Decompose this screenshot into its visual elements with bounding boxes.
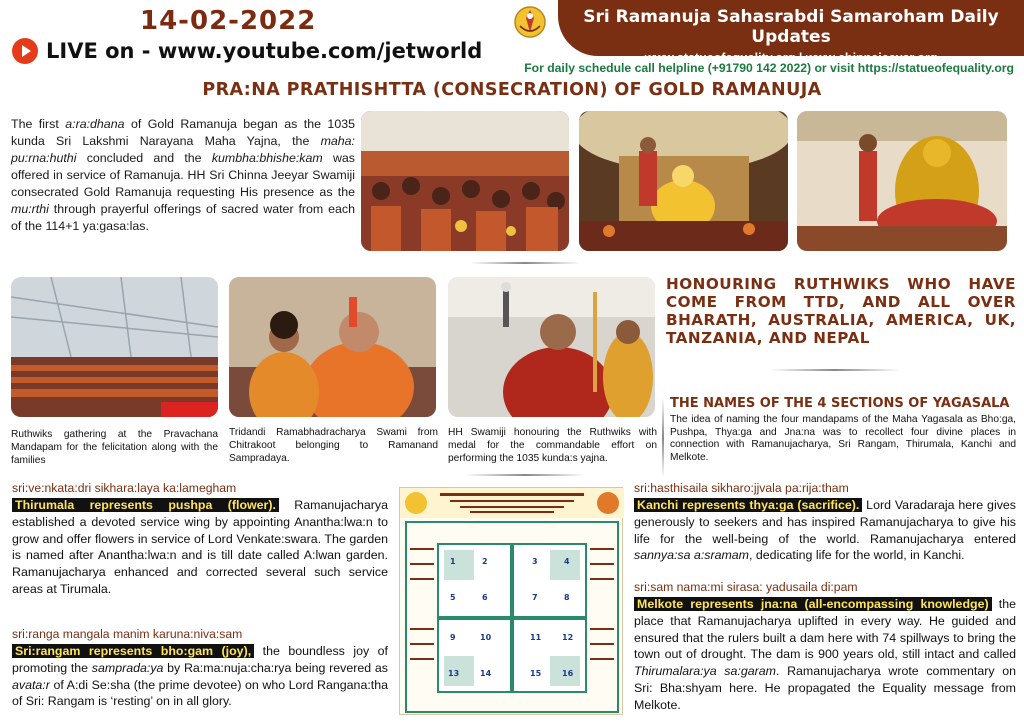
intro-paragraph: [11, 116, 355, 235]
schedule-cell-13: 13: [448, 669, 460, 678]
schedule-cell-6: 6: [482, 593, 488, 602]
schedule-cell-5: 5: [450, 593, 456, 602]
sections-title: THE NAMES OF THE 4 SECTIONS OF YAGASALA: [670, 396, 1010, 411]
photo-ramabhadracharya: [229, 277, 436, 417]
banner-title: Sri Ramanuja Sahasrabdi Samaroham Daily Updates: [583, 7, 999, 47]
emblem-icon: [512, 4, 548, 38]
schedule-cell-3: 3: [532, 557, 538, 566]
youtube-play-icon[interactable]: [12, 38, 38, 64]
schedule-cell-1: 1: [450, 557, 456, 566]
schedule-grid-graphic: [400, 488, 624, 716]
intro-em-4: mu:rthi: [11, 202, 49, 216]
verse-melkote: sri:sam nama:mi sirasa: yadusaila di:pam: [634, 580, 858, 594]
sections-body: The idea of naming the four mandapams of the Maha Yagasala as Bho:ga, Pushpa, Thya:ga and Jna:na was to recollect four divine places in connection with Ramanujacharya, Sri Rangam, Thirumala, Kanchi and Melkote.: [670, 414, 1016, 463]
schedule-cell-2: 2: [482, 557, 488, 566]
melkote-text-2: . Ramanujacharya wrote commentary on Sri: Bha:shyam here. He propagated the Equality message from Melkote.: [634, 664, 1016, 712]
schedule-cell-8: 8: [564, 593, 570, 602]
schedule-cell-15: 15: [530, 669, 542, 678]
schedule-cell-11: 11: [530, 633, 542, 642]
para-thirumala: [12, 497, 388, 598]
divider-top: [470, 262, 580, 264]
caption-swamiji: HH Swamiji honouring the Ruthwiks with medal for the commandable effort on performing the 1035 kunda:s yajna.: [448, 427, 657, 464]
photo-pravachana-mandapam: [11, 277, 218, 417]
verse-thirumala: sri:ve:nkata:dri sikhara:laya ka:lamegham: [12, 481, 237, 495]
yagasala-schedule-chart: [399, 487, 623, 715]
schedule-cell-9: 9: [450, 633, 456, 642]
intro-text-1: The first: [11, 117, 66, 131]
schedule-cell-16: 16: [562, 669, 574, 678]
helpline-text: For daily schedule call helpline (+91790 142 2022) or visit https://statueofequality.org: [524, 61, 1014, 75]
intro-text-5: through prayerful offerings of sacred water from each of the 114+1 ya:gasa:las.: [11, 202, 355, 233]
highlight-thirumala: Thirumala represents pushpa (flower).: [12, 498, 279, 512]
intro-em-1: a:ra:dhana: [65, 117, 125, 131]
highlight-kanchi: Kanchi represents thya:ga (sacrifice).: [634, 498, 862, 512]
photo-consecration-ritual: [579, 111, 788, 251]
photo-gold-ramanuja: [797, 111, 1007, 251]
divider-right: [770, 369, 900, 371]
srirangam-text-1: the boundless joy of promoting the: [12, 644, 388, 675]
update-date: 14-02-2022: [140, 6, 317, 36]
schedule-cell-14: 14: [480, 669, 492, 678]
para-srirangam: [12, 643, 388, 710]
banner-urls[interactable]: www.statueofequality.org | www.chinnajeeyar.org: [644, 51, 938, 65]
live-row[interactable]: [12, 38, 482, 64]
divider-vertical: [662, 398, 664, 478]
srirangam-text-2: by Ra:ma:nuja:cha:rya being revered as: [163, 660, 388, 675]
srirangam-text-3: of A:di Se:sha (the prime devotee) on who Lord Rangana:tha of Sri: Rangam is ‘resting’ on in all glory.: [12, 677, 388, 709]
caption-ruthwiks: Ruthwiks gathering at the Pravachana Mandapam for the felicitation along with the families: [11, 429, 218, 466]
header-banner: [558, 0, 1024, 65]
highlight-srirangam: Sri:rangam represents bho:gam (joy),: [12, 644, 254, 658]
kanchi-em-1: sannya:sa a:sramam: [634, 548, 750, 563]
photo-swamiji-honouring: [448, 277, 655, 417]
melkote-text-1: the place that Ramanujacharya uplifted in every way. He guided and ensured that the rulers built a dam here with 74 spillways to bring the town out of drought. The dam is 900 years old, still intact and called: [634, 597, 1017, 662]
honouring-title: HONOURING RUTHWIKS WHO HAVE COME FROM TTD, AND ALL OVER BHARATH, AUSTRALIA, AMERICA, UK, TANZANIA, AND NEPAL: [666, 275, 1016, 347]
divider-middle: [465, 474, 585, 476]
caption-ramabhadracharya: Tridandi Ramabhadracharya Swami from Chitrakoot belonging to Ramanand Sampradaya.: [229, 427, 438, 464]
srirangam-em-1: samprada:ya: [91, 660, 164, 675]
intro-text-2: of Gold Ramanuja began as the 1035 kunda Sri Lakshmi Narayana Maha Yajna, the: [11, 117, 355, 148]
photo-devotees-yajna: [361, 111, 569, 251]
srirangam-em-2: avata:r: [12, 677, 50, 692]
intro-em-2: maha: pu:rna:huthi: [11, 134, 355, 165]
highlight-melkote: Melkote represents jna:na (all-encompassing knowledge): [634, 597, 992, 611]
melkote-em-1: Thirumalara:ya sa:garam: [634, 664, 776, 679]
kanchi-text-2: , dedicating life for the world, in Kanchi.: [749, 548, 965, 563]
verse-srirangam: sri:ranga mangala manim karuna:niva:sam: [12, 627, 243, 641]
intro-text-4: was offered in service of Ramanuja. HH Sri Chinna Jeeyar Swamiji consecrated Gold Ramanuja requesting His presence as the: [11, 151, 355, 199]
schedule-cell-4: 4: [564, 557, 570, 566]
verse-kanchi: sri:hasthisaila sikharo:jjvala pa:rija:tham: [634, 481, 849, 495]
para-melkote: [634, 596, 1016, 714]
schedule-cell-7: 7: [532, 593, 538, 602]
schedule-cell-12: 12: [562, 633, 574, 642]
live-link-text[interactable]: LIVE on - www.youtube.com/jetworld: [46, 39, 483, 63]
thirumala-text: Ramanujacharya established a devoted service wing by appointing Anantha:lwa:n to grow and offer flowers in service of Lord Venkate:swara. The garden is named after Anantha:lwa:n and is till date called A:lwan garden. Ramanujacharya enhanced and corrected several such service areas at Tirumala.: [12, 498, 388, 596]
schedule-cell-10: 10: [480, 633, 492, 642]
intro-text-3: concluded and the: [76, 151, 212, 165]
page-headline: PRA:NA PRATHISHTTA (CONSECRATION) OF GOLD RAMANUJA: [202, 80, 822, 100]
kanchi-text-1: Lord Varadaraja here gives generously to seekers and has inspired Ramanujacharya to give his life for the well-being of the world. Ramanujacharya entered: [634, 498, 1016, 546]
para-kanchi: [634, 497, 1016, 564]
intro-em-3: kumbha:bhishe:kam: [211, 151, 323, 165]
